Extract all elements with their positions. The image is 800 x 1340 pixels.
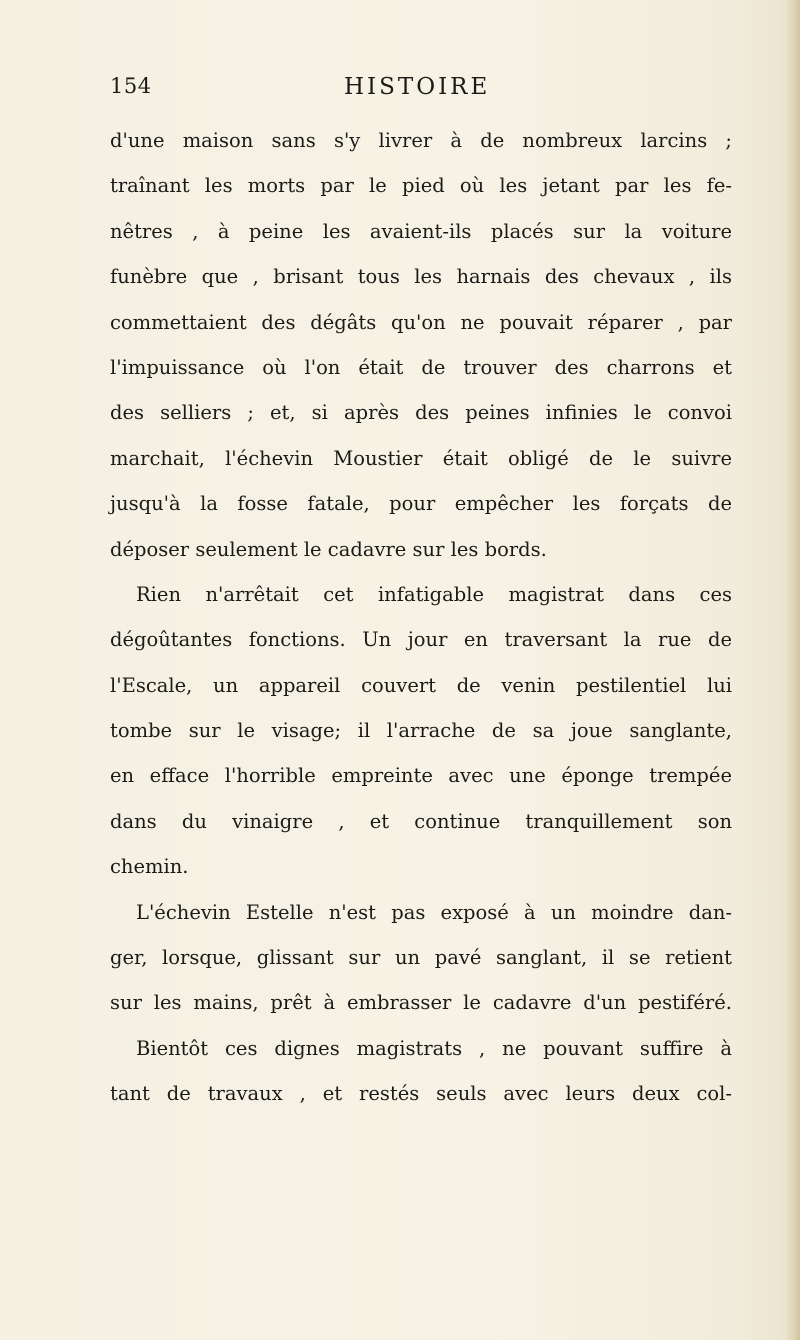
text-line-5: commettaient des dégâts qu'on ne pouvait réparer , par (110, 310, 732, 334)
text-line-4: funèbre que , brisant tous les harnais des chevaux , ils (110, 265, 732, 289)
text-line-14: tombe sur le visage; il l'arrache de sa joue sanglante, (110, 719, 732, 743)
text-line-17: chemin. (110, 855, 189, 879)
text-line-15: en efface l'horrible empreinte avec une éponge trempée (110, 764, 732, 788)
text-line-19: ger, lorsque, glissant sur un pavé sanglant, il se retient (110, 946, 732, 970)
text-line-12: dégoûtantes fonctions. Un jour en traversant la rue de (110, 628, 732, 652)
text-line-8: marchait, l'échevin Moustier était obligé de le suivre (110, 446, 732, 470)
running-head (110, 74, 730, 114)
text-line-21: Bientôt ces dignes magistrats , ne pouvant suffire à (136, 1036, 732, 1060)
body-text (110, 118, 732, 1117)
text-line-3: nêtres , à peine les avaient-ils placés sur la voiture (110, 219, 732, 243)
page-number: 154 (110, 74, 152, 98)
text-line-1: d'une maison sans s'y livrer à de nombreux larcins ; (110, 129, 732, 152)
text-line-13: l'Escale, un appareil couvert de venin pestilentiel lui (110, 673, 732, 697)
text-line-9: jusqu'à la fosse fatale, pour empêcher les forçats de (110, 492, 732, 516)
text-line-11: Rien n'arrêtait cet infatigable magistrat dans ces (136, 582, 732, 606)
text-line-6: l'impuissance où l'on était de trouver des charrons et (110, 355, 732, 379)
text-line-22: tant de travaux , et restés seuls avec leurs deux col- (110, 1082, 732, 1106)
text-line-10: déposer seulement le cadavre sur les bords. (110, 537, 547, 561)
text-line-16: dans du vinaigre , et continue tranquillement son (110, 809, 732, 833)
page-edge-shadow (786, 0, 800, 1340)
text-line-20: sur les mains, prêt à embrasser le cadavre d'un pestiféré. (110, 991, 732, 1015)
text-line-18: L'échevin Estelle n'est pas exposé à un moindre dan- (136, 900, 732, 924)
running-title: HISTOIRE (344, 74, 491, 100)
text-line-7: des selliers ; et, si après des peines infinies le convoi (110, 401, 732, 425)
text-line-2: traînant les morts par le pied où les jetant par les fe- (110, 174, 732, 198)
